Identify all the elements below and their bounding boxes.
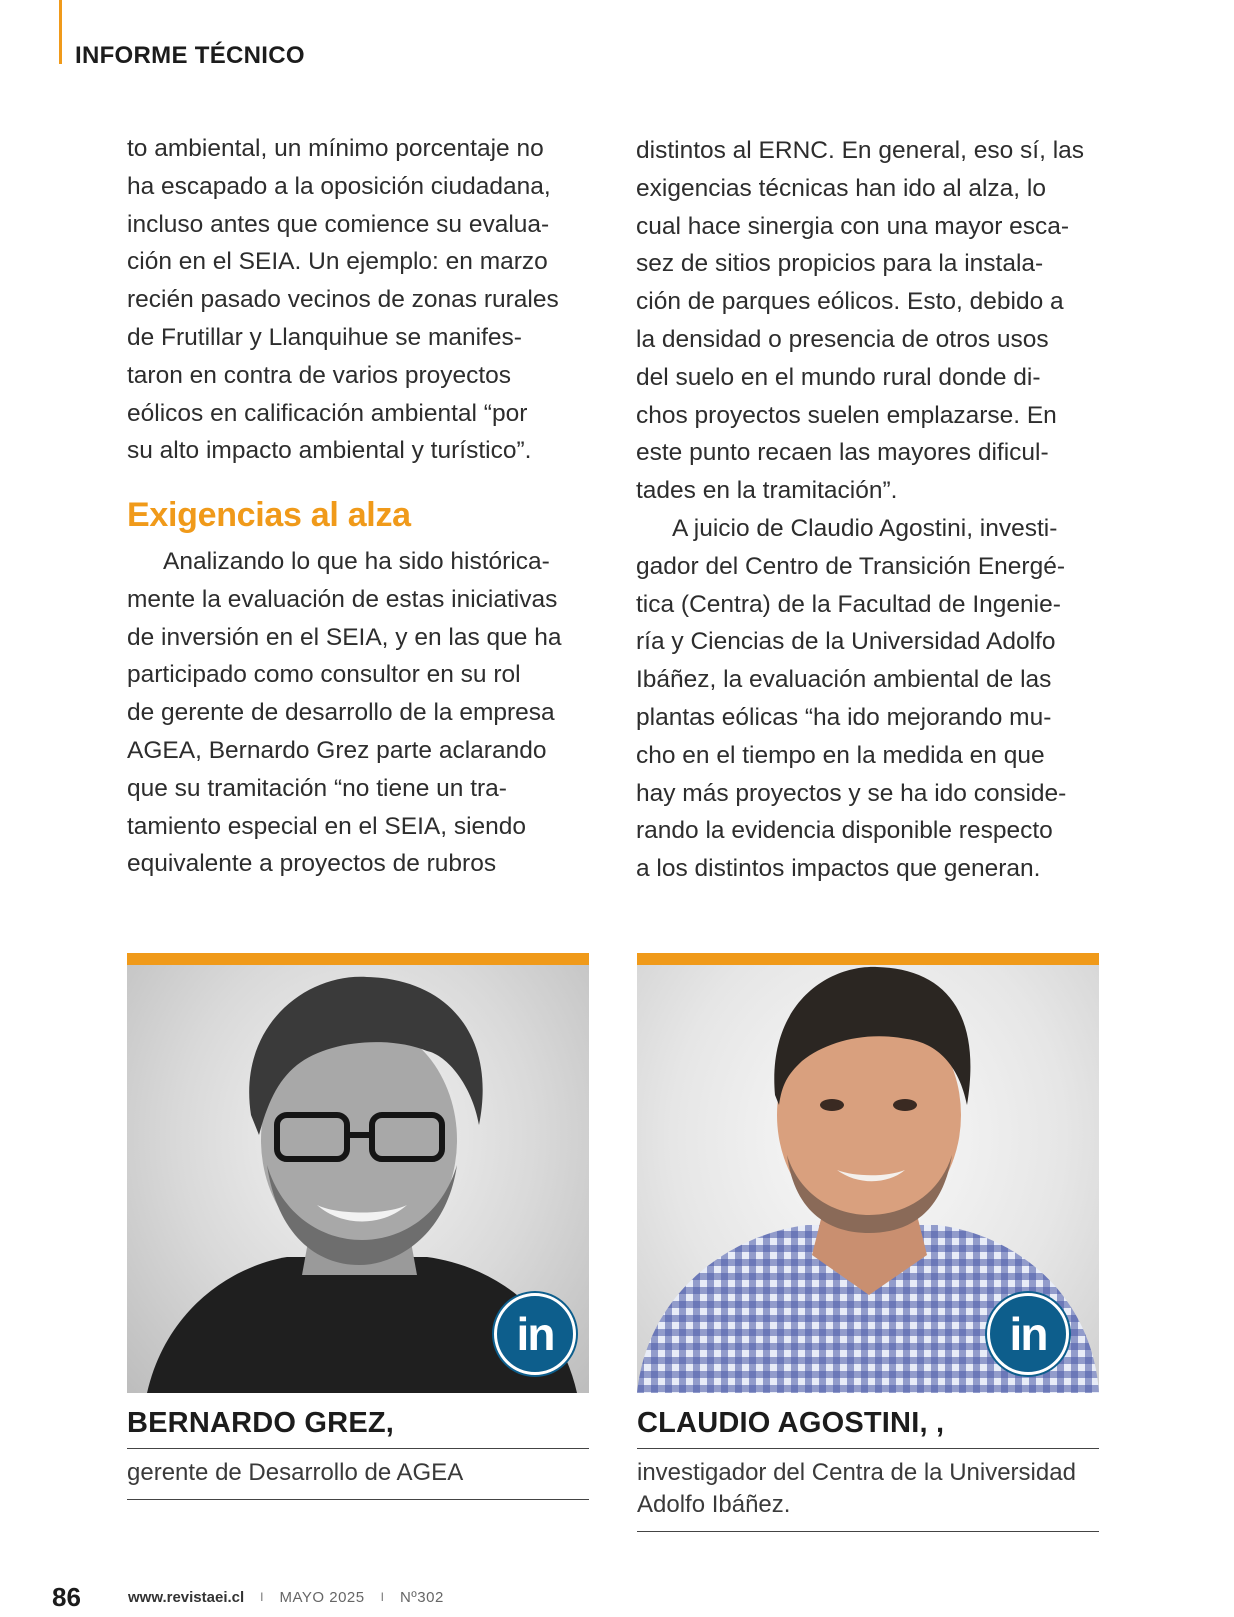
text-line: participado como consultor en su rol (127, 661, 521, 689)
text-line: exigencias técnicas han ido al alza, lo (636, 174, 1046, 202)
text-line: hay más proyectos y se ha ido conside- (636, 779, 1067, 807)
text-line: tica (Centra) de la Facultad de Ingenie- (636, 590, 1061, 618)
text-line: Analizando lo que ha sido histórica- (163, 548, 550, 575)
profile-name: BERNARDO GREZ, (127, 1407, 589, 1449)
text-line: mente la evaluación de estas iniciativas (127, 585, 558, 613)
subheading: Exigencias al alza (127, 496, 411, 534)
text-line: tades en la tramitación”. (636, 477, 898, 505)
section-label: INFORME TÉCNICO (75, 42, 305, 69)
text-line: distintos al ERNC. En general, eso sí, las (636, 137, 1085, 164)
left-column-paragraph-1 (127, 130, 587, 470)
text-line: este punto recaen las mayores dificul- (636, 439, 1049, 467)
text-line: a los distintos impactos que generan. (636, 855, 1041, 883)
text-line: ción de parques eólicos. Esto, debido a (636, 288, 1064, 316)
role-line: gerente de Desarrollo de AGEA (127, 1459, 464, 1486)
text-line: chos proyectos suelen emplazarse. En (636, 401, 1057, 429)
accent-bar (127, 953, 589, 965)
text-line: taron en contra de varios proyectos (127, 361, 512, 389)
portrait-photo (637, 965, 1099, 1393)
text-line: to ambiental, un mínimo porcentaje no (127, 135, 544, 162)
text-line: recién pasado vecinos de zonas rurales (127, 286, 559, 314)
text-line: que su tramitación “no tiene un tra- (127, 774, 507, 802)
profile-card-bernardo-grez (127, 953, 589, 1500)
text-line: Ibáñez, la evaluación ambiental de las (636, 666, 1052, 694)
text-line: ría y Ciencias de la Universidad Adolfo (636, 628, 1056, 656)
text-line: equivalente a proyectos de rubros (127, 850, 497, 878)
page-footer (52, 1582, 444, 1612)
text-line: la densidad o presencia de otros usos (636, 325, 1049, 353)
role-line: Adolfo Ibáñez. (637, 1491, 791, 1518)
text-line: su alto impacto ambiental y turístico”. (127, 437, 532, 465)
profile-card-claudio-agostini (637, 953, 1099, 1532)
text-line: plantas eólicas “ha ido mejorando mu- (636, 703, 1052, 731)
text-line: AGEA, Bernardo Grez parte aclarando (127, 736, 547, 764)
text-line: rando la evidencia disponible respecto (636, 817, 1053, 845)
text-line: incluso antes que comience su evalua- (127, 210, 550, 238)
site-link[interactable]: www.revistaei.cl (128, 1588, 245, 1606)
text-line: ción en el SEIA. Un ejemplo: en marzo (127, 248, 548, 276)
issue-number: Nº302 (399, 1588, 444, 1606)
text-line: tamiento especial en el SEIA, siendo (127, 812, 527, 840)
portrait-photo (127, 965, 589, 1393)
text-line: A juicio de Claudio Agostini, investi- (672, 514, 1058, 542)
issue-month: MAYO 2025 (279, 1588, 365, 1606)
text-line: del suelo en el mundo rural donde di- (636, 363, 1041, 391)
text-line: eólicos en calificación ambiental “por (127, 399, 528, 427)
left-column-paragraph-2 (127, 543, 587, 883)
separator: I (260, 1590, 264, 1604)
linkedin-icon[interactable]: in (494, 1293, 576, 1375)
separator: I (380, 1590, 384, 1604)
section-accent-bar (59, 0, 62, 64)
profile-role (637, 1449, 1099, 1532)
text-line: gador del Centro de Transición Energé- (636, 552, 1066, 580)
profile-role (127, 1449, 589, 1500)
right-column (636, 132, 1106, 888)
text-line: sez de sitios propicios para la instala- (636, 250, 1044, 278)
profile-name: CLAUDIO AGOSTINI, , (637, 1407, 1099, 1449)
text-line: cho en el tiempo en la medida en que (636, 741, 1045, 769)
text-line: de inversión en el SEIA, y en las que ha (127, 623, 562, 651)
text-line: cual hace sinergia con una mayor esca- (636, 212, 1070, 240)
text-line: de Frutillar y Llanquihue se manifes- (127, 323, 522, 351)
page-number: 86 (52, 1581, 81, 1612)
text-line: ha escapado a la oposición ciudadana, (127, 172, 551, 200)
role-line: investigador del Centra de la Universidad (637, 1459, 1076, 1486)
accent-bar (637, 953, 1099, 965)
linkedin-icon[interactable]: in (987, 1293, 1069, 1375)
text-line: de gerente de desarrollo de la empresa (127, 699, 555, 727)
